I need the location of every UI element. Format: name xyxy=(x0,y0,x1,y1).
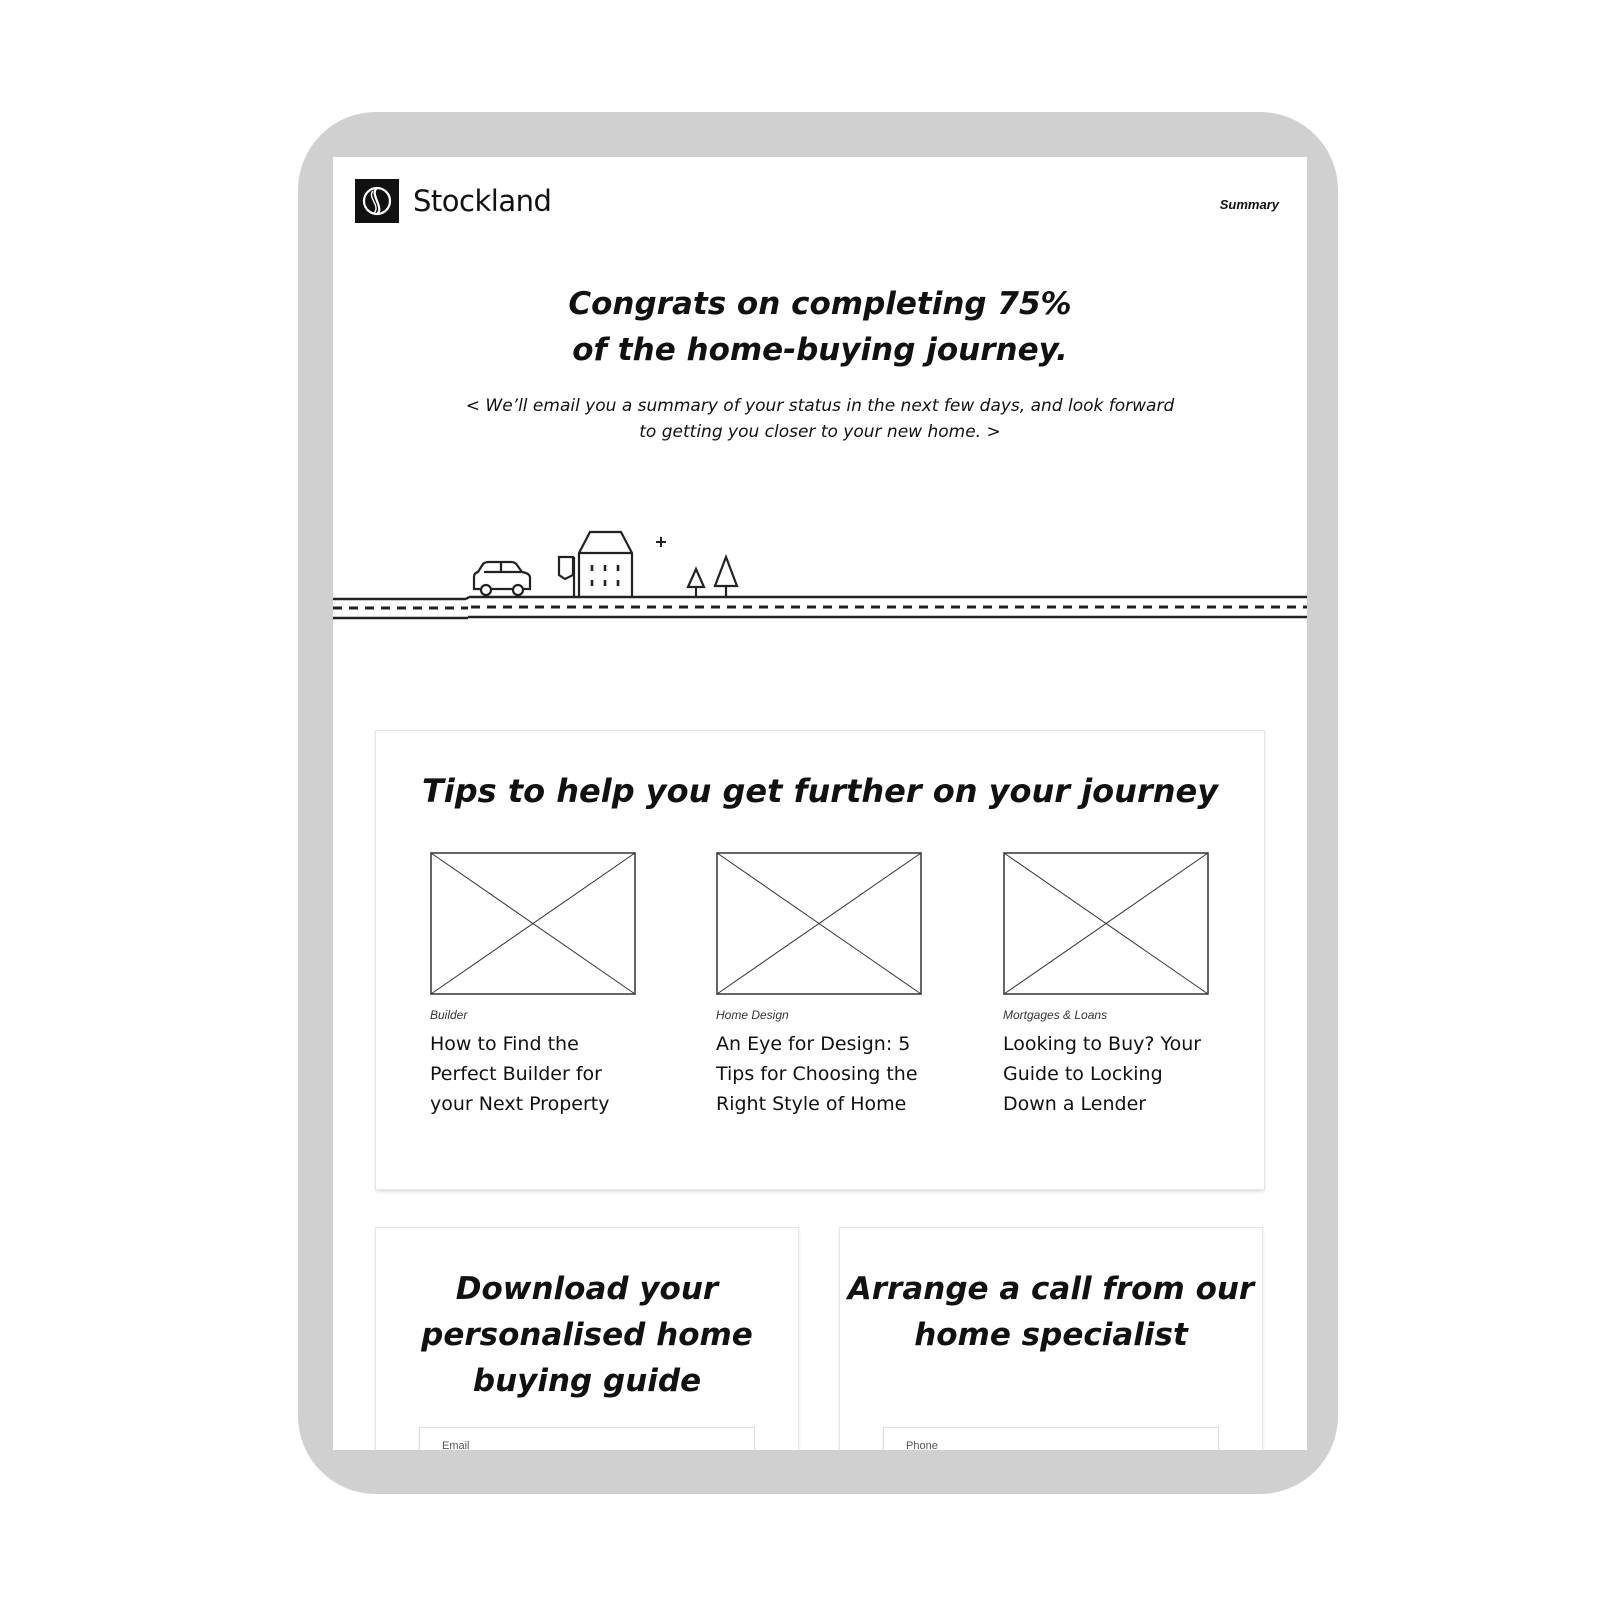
road-icon xyxy=(333,597,1307,618)
signpost-icon xyxy=(559,557,574,597)
tip-category: Mortgages & Loans xyxy=(1003,1008,1108,1022)
sparkle-icon xyxy=(656,537,666,547)
image-placeholder-icon xyxy=(716,852,922,995)
tip-card-mortgages[interactable] xyxy=(1003,852,1213,1119)
phone-field-label: Phone xyxy=(906,1440,938,1450)
nav-summary-link[interactable]: Summary xyxy=(1219,197,1279,212)
hero-subtitle: < We’ll email you a summary of your status in the next few days, and look forward to getting you closer to your new home. > xyxy=(465,396,1175,442)
tip-title-link[interactable]: An Eye for Design: 5 Tips for Choosing the Right Style of Home xyxy=(716,1033,918,1115)
hero-title-line-2: of the home-buying journey. xyxy=(572,332,1068,368)
car-icon xyxy=(474,562,530,595)
tip-category: Home Design xyxy=(716,1008,789,1022)
tip-category: Builder xyxy=(430,1008,468,1022)
hero-title xyxy=(333,281,1307,373)
stockland-logo-icon xyxy=(355,179,399,223)
tip-title-link[interactable]: Looking to Buy? Your Guide to Locking Down a Lender xyxy=(1003,1033,1202,1115)
arrange-call-card xyxy=(840,1228,1262,1450)
phone-field[interactable] xyxy=(884,1428,1218,1450)
tip-card-home-design[interactable] xyxy=(716,852,926,1119)
tips-title: Tips to help you get further on your journey xyxy=(421,772,1219,810)
email-field-label: Email xyxy=(442,1440,470,1450)
email-field[interactable] xyxy=(420,1428,754,1450)
arrange-call-title: Arrange a call from our home specialist xyxy=(847,1271,1255,1353)
tip-card-builder[interactable] xyxy=(430,852,640,1119)
image-placeholder-icon xyxy=(430,852,636,995)
image-placeholder-icon xyxy=(1003,852,1209,995)
trees-icon xyxy=(688,557,737,597)
tablet-screen xyxy=(333,157,1307,1450)
journey-road-illustration xyxy=(333,527,1307,623)
download-guide-card xyxy=(376,1228,798,1450)
tips-card xyxy=(376,731,1264,1189)
house-icon xyxy=(579,532,632,597)
brand-name: Stockland xyxy=(413,184,552,218)
stockland-logo[interactable] xyxy=(355,179,551,223)
hero-title-line-1: Congrats on completing 75% xyxy=(568,286,1072,322)
tip-title-link[interactable]: How to Find the Perfect Builder for your Next Property xyxy=(430,1033,610,1115)
download-guide-title: Download your personalised home buying guide xyxy=(421,1271,753,1399)
